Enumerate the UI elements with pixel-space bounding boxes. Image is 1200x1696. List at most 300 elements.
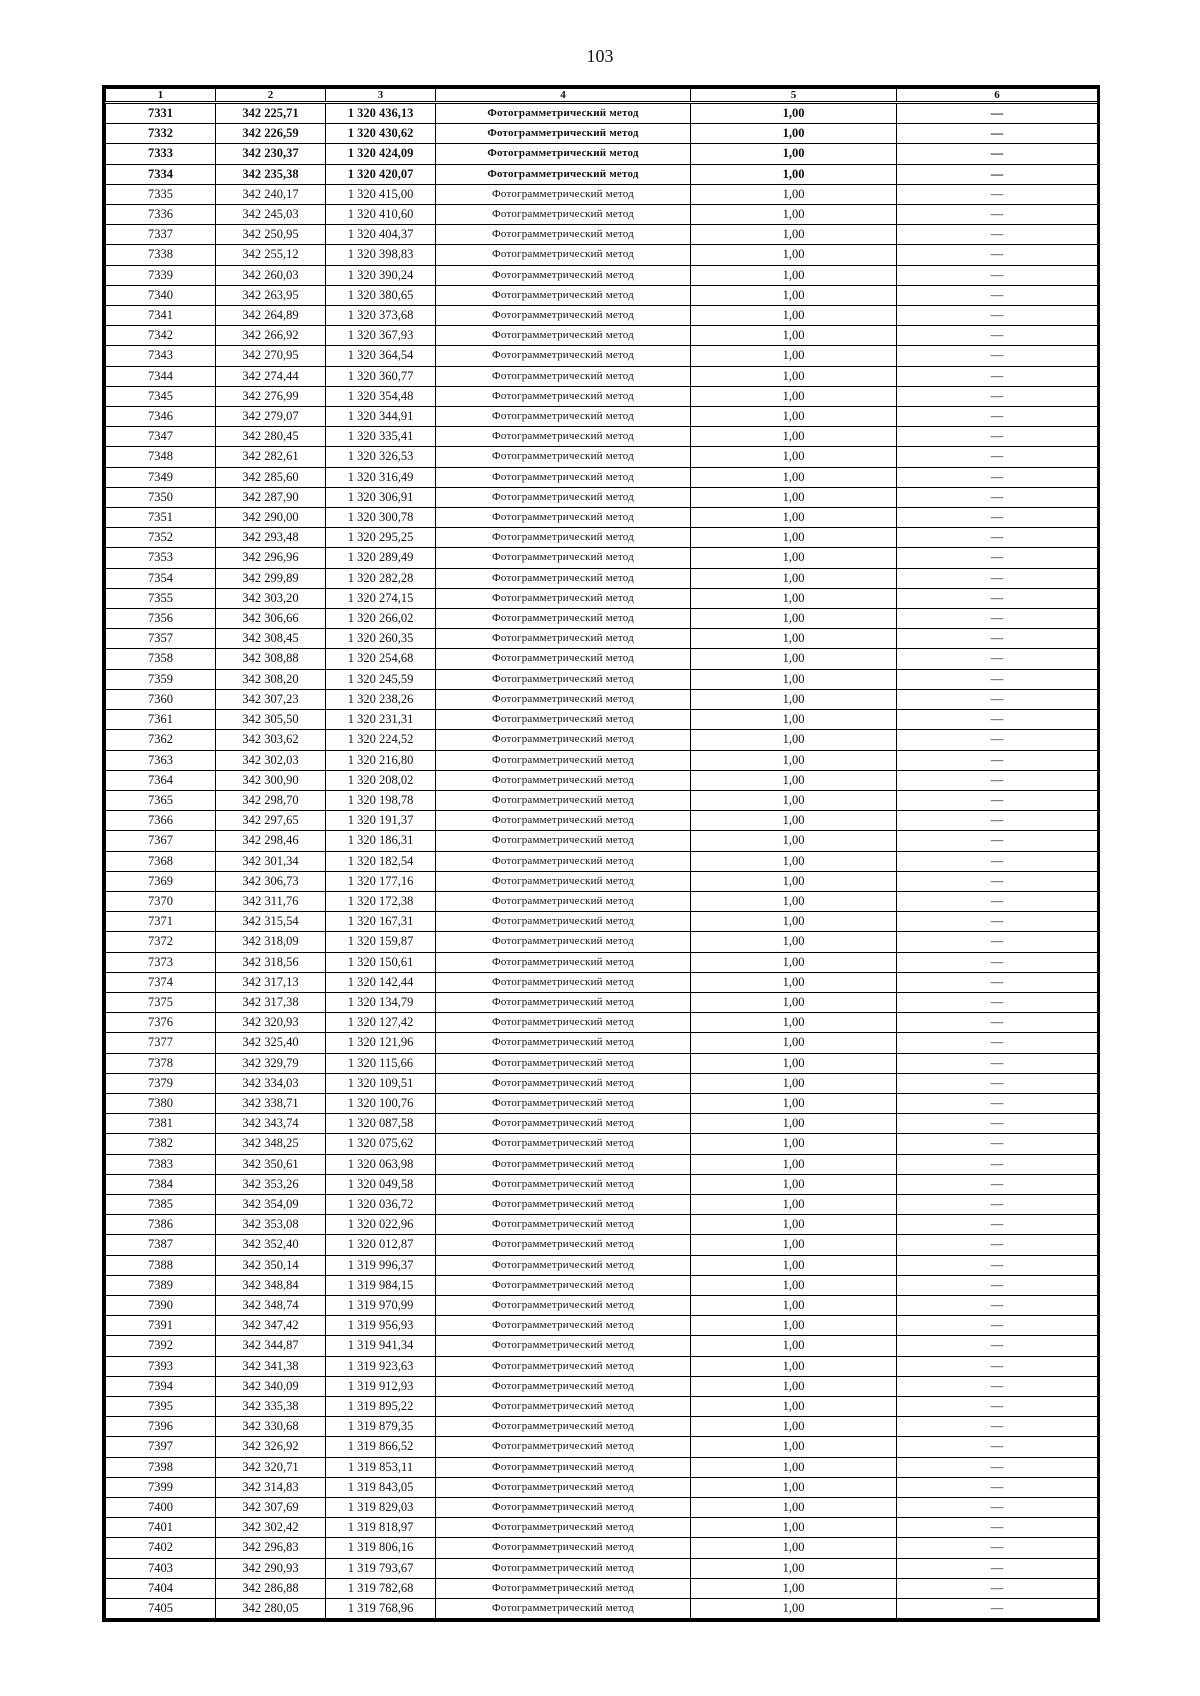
cell-accuracy: 1,00 [691,588,897,608]
cell-note: — [897,1093,1098,1113]
cell-note: — [897,1457,1098,1477]
cell-note: — [897,972,1098,992]
cell-point-number: 7351 [106,508,216,528]
cell-accuracy: 1,00 [691,1215,897,1235]
cell-coord-x: 342 308,45 [216,629,326,649]
cell-coord-y: 1 319 923,63 [326,1356,436,1376]
cell-accuracy: 1,00 [691,366,897,386]
cell-note: — [897,386,1098,406]
cell-accuracy: 1,00 [691,103,897,124]
cell-point-number: 7390 [106,1295,216,1315]
cell-note: — [897,1033,1098,1053]
cell-note: — [897,1558,1098,1578]
cell-note: — [897,1073,1098,1093]
cell-method: Фотограмметрический метод [436,1437,691,1457]
cell-method: Фотограмметрический метод [436,1174,691,1194]
cell-coord-x: 342 298,70 [216,790,326,810]
table-row [106,790,1098,810]
cell-method: Фотограмметрический метод [436,629,691,649]
cell-coord-y: 1 320 063,98 [326,1154,436,1174]
cell-accuracy: 1,00 [691,609,897,629]
cell-accuracy: 1,00 [691,1477,897,1497]
cell-method: Фотограмметрический метод [436,205,691,225]
cell-coord-x: 342 263,95 [216,285,326,305]
cell-coord-x: 342 335,38 [216,1397,326,1417]
table-row [106,972,1098,992]
cell-point-number: 7350 [106,487,216,507]
cell-note: — [897,1397,1098,1417]
cell-note: — [897,770,1098,790]
cell-note: — [897,144,1098,164]
table-row [106,811,1098,831]
cell-note: — [897,1599,1098,1619]
cell-accuracy: 1,00 [691,528,897,548]
table-row [106,912,1098,932]
cell-accuracy: 1,00 [691,1154,897,1174]
cell-accuracy: 1,00 [691,932,897,952]
cell-accuracy: 1,00 [691,245,897,265]
cell-method: Фотограмметрический метод [436,568,691,588]
cell-accuracy: 1,00 [691,811,897,831]
cell-method: Фотограмметрический метод [436,689,691,709]
cell-method: Фотограмметрический метод [436,811,691,831]
cell-method: Фотограмметрический метод [436,669,691,689]
table-row [106,831,1098,851]
cell-note: — [897,1114,1098,1134]
cell-method: Фотограмметрический метод [436,588,691,608]
cell-coord-y: 1 320 186,31 [326,831,436,851]
table-row [106,1033,1098,1053]
cell-coord-y: 1 320 049,58 [326,1174,436,1194]
cell-method: Фотограмметрический метод [436,1356,691,1376]
cell-method: Фотограмметрический метод [436,103,691,124]
cell-coord-y: 1 320 115,66 [326,1053,436,1073]
table-row [106,1053,1098,1073]
cell-accuracy: 1,00 [691,548,897,568]
cell-method: Фотограмметрический метод [436,609,691,629]
cell-method: Фотограмметрический метод [436,1215,691,1235]
table-row [106,1073,1098,1093]
cell-method: Фотограмметрический метод [436,366,691,386]
cell-coord-x: 342 235,38 [216,164,326,184]
table-row [106,528,1098,548]
cell-note: — [897,689,1098,709]
cell-coord-x: 342 302,03 [216,750,326,770]
cell-accuracy: 1,00 [691,1397,897,1417]
cell-coord-x: 342 344,87 [216,1336,326,1356]
table-row [106,407,1098,427]
cell-coord-x: 342 296,96 [216,548,326,568]
cell-note: — [897,912,1098,932]
cell-point-number: 7343 [106,346,216,366]
cell-coord-y: 1 319 806,16 [326,1538,436,1558]
cell-point-number: 7386 [106,1215,216,1235]
cell-point-number: 7332 [106,124,216,144]
cell-method: Фотограмметрический метод [436,871,691,891]
cell-coord-x: 342 350,61 [216,1154,326,1174]
cell-point-number: 7347 [106,427,216,447]
cell-coord-x: 342 334,03 [216,1073,326,1093]
cell-note: — [897,1376,1098,1396]
cell-point-number: 7378 [106,1053,216,1073]
cell-point-number: 7371 [106,912,216,932]
cell-coord-x: 342 320,93 [216,1013,326,1033]
cell-coord-x: 342 300,90 [216,770,326,790]
cell-point-number: 7380 [106,1093,216,1113]
cell-method: Фотограмметрический метод [436,972,691,992]
cell-coord-x: 342 245,03 [216,205,326,225]
table-row [106,1013,1098,1033]
cell-coord-y: 1 320 316,49 [326,467,436,487]
cell-coord-y: 1 319 793,67 [326,1558,436,1578]
cell-coord-y: 1 320 289,49 [326,548,436,568]
cell-coord-x: 342 317,13 [216,972,326,992]
cell-coord-y: 1 320 142,44 [326,972,436,992]
cell-point-number: 7357 [106,629,216,649]
cell-point-number: 7346 [106,407,216,427]
cell-method: Фотограмметрический метод [436,225,691,245]
cell-coord-x: 342 290,93 [216,1558,326,1578]
cell-coord-x: 342 230,37 [216,144,326,164]
cell-coord-y: 1 320 404,37 [326,225,436,245]
cell-coord-y: 1 320 208,02 [326,770,436,790]
cell-coord-y: 1 320 191,37 [326,811,436,831]
cell-accuracy: 1,00 [691,1053,897,1073]
table-row [106,1417,1098,1437]
cell-method: Фотограмметрический метод [436,1255,691,1275]
table-row [106,588,1098,608]
cell-coord-x: 342 282,61 [216,447,326,467]
cell-note: — [897,1437,1098,1457]
cell-coord-y: 1 320 380,65 [326,285,436,305]
cell-accuracy: 1,00 [691,750,897,770]
cell-note: — [897,326,1098,346]
table-row [106,1336,1098,1356]
cell-note: — [897,710,1098,730]
cell-coord-x: 342 306,73 [216,871,326,891]
cell-note: — [897,1275,1098,1295]
cell-note: — [897,103,1098,124]
cell-accuracy: 1,00 [691,306,897,326]
cell-coord-x: 342 285,60 [216,467,326,487]
cell-note: — [897,1356,1098,1376]
cell-coord-y: 1 319 866,52 [326,1437,436,1457]
cell-coord-x: 342 330,68 [216,1417,326,1437]
table-row [106,164,1098,184]
cell-coord-y: 1 320 182,54 [326,851,436,871]
cell-note: — [897,588,1098,608]
cell-coord-x: 342 341,38 [216,1356,326,1376]
cell-accuracy: 1,00 [691,1437,897,1457]
cell-point-number: 7334 [106,164,216,184]
cell-coord-y: 1 319 956,93 [326,1316,436,1336]
cell-point-number: 7385 [106,1194,216,1214]
cell-note: — [897,184,1098,204]
cell-point-number: 7401 [106,1518,216,1538]
cell-point-number: 7381 [106,1114,216,1134]
cell-point-number: 7379 [106,1073,216,1093]
cell-point-number: 7391 [106,1316,216,1336]
cell-method: Фотограмметрический метод [436,1033,691,1053]
table-row [106,225,1098,245]
cell-note: — [897,124,1098,144]
cell-coord-y: 1 320 344,91 [326,407,436,427]
cell-method: Фотограмметрический метод [436,1336,691,1356]
cell-accuracy: 1,00 [691,508,897,528]
cell-coord-x: 342 279,07 [216,407,326,427]
cell-point-number: 7333 [106,144,216,164]
cell-accuracy: 1,00 [691,144,897,164]
cell-coord-y: 1 319 768,96 [326,1599,436,1619]
cell-note: — [897,205,1098,225]
cell-accuracy: 1,00 [691,730,897,750]
cell-coord-y: 1 320 373,68 [326,306,436,326]
cell-note: — [897,528,1098,548]
cell-point-number: 7388 [106,1255,216,1275]
cell-method: Фотограмметрический метод [436,992,691,1012]
header-col-6: 6 [897,89,1098,103]
cell-method: Фотограмметрический метод [436,1477,691,1497]
cell-coord-y: 1 319 829,03 [326,1498,436,1518]
cell-coord-y: 1 320 022,96 [326,1215,436,1235]
cell-accuracy: 1,00 [691,972,897,992]
cell-accuracy: 1,00 [691,285,897,305]
cell-note: — [897,1255,1098,1275]
cell-coord-x: 342 338,71 [216,1093,326,1113]
cell-method: Фотограмметрический метод [436,730,691,750]
cell-coord-y: 1 320 177,16 [326,871,436,891]
cell-method: Фотограмметрический метод [436,1457,691,1477]
cell-accuracy: 1,00 [691,124,897,144]
cell-method: Фотограмметрический метод [436,1376,691,1396]
cell-point-number: 7362 [106,730,216,750]
table-row [106,851,1098,871]
cell-coord-x: 342 299,89 [216,568,326,588]
cell-coord-x: 342 348,84 [216,1275,326,1295]
cell-coord-y: 1 320 087,58 [326,1114,436,1134]
header-col-5: 5 [691,89,897,103]
cell-coord-y: 1 320 415,00 [326,184,436,204]
cell-method: Фотограмметрический метод [436,346,691,366]
cell-coord-x: 342 301,34 [216,851,326,871]
table-row [106,1599,1098,1619]
cell-point-number: 7355 [106,588,216,608]
table-row [106,346,1098,366]
cell-coord-y: 1 320 390,24 [326,265,436,285]
cell-coord-x: 342 296,83 [216,1538,326,1558]
cell-coord-x: 342 270,95 [216,346,326,366]
cell-point-number: 7353 [106,548,216,568]
table-row [106,1174,1098,1194]
cell-accuracy: 1,00 [691,831,897,851]
cell-accuracy: 1,00 [691,1498,897,1518]
cell-method: Фотограмметрический метод [436,1578,691,1598]
cell-coord-x: 342 240,17 [216,184,326,204]
table-row [106,184,1098,204]
cell-note: — [897,831,1098,851]
cell-method: Фотограмметрический метод [436,1114,691,1134]
cell-method: Фотограмметрический метод [436,770,691,790]
cell-note: — [897,568,1098,588]
cell-point-number: 7396 [106,1417,216,1437]
cell-point-number: 7349 [106,467,216,487]
cell-accuracy: 1,00 [691,1235,897,1255]
cell-accuracy: 1,00 [691,1518,897,1538]
cell-point-number: 7344 [106,366,216,386]
cell-point-number: 7338 [106,245,216,265]
table-row [106,1114,1098,1134]
cell-method: Фотограмметрический метод [436,508,691,528]
cell-point-number: 7402 [106,1538,216,1558]
cell-coord-x: 342 264,89 [216,306,326,326]
table-row [106,1235,1098,1255]
cell-accuracy: 1,00 [691,1417,897,1437]
cell-coord-y: 1 319 879,35 [326,1417,436,1437]
cell-method: Фотограмметрический метод [436,1538,691,1558]
cell-accuracy: 1,00 [691,1194,897,1214]
cell-accuracy: 1,00 [691,265,897,285]
table-row [106,205,1098,225]
cell-method: Фотограмметрический метод [436,265,691,285]
cell-coord-x: 342 286,88 [216,1578,326,1598]
table-row [106,467,1098,487]
cell-accuracy: 1,00 [691,952,897,972]
header-col-1: 1 [106,89,216,103]
cell-coord-x: 342 308,20 [216,669,326,689]
table-row [106,871,1098,891]
cell-accuracy: 1,00 [691,1114,897,1134]
table-row [106,1538,1098,1558]
cell-note: — [897,164,1098,184]
cell-accuracy: 1,00 [691,1356,897,1376]
cell-coord-y: 1 320 172,38 [326,891,436,911]
cell-coord-y: 1 320 398,83 [326,245,436,265]
cell-coord-y: 1 320 436,13 [326,103,436,124]
cell-note: — [897,1053,1098,1073]
cell-point-number: 7341 [106,306,216,326]
cell-coord-y: 1 320 335,41 [326,427,436,447]
cell-method: Фотограмметрический метод [436,891,691,911]
cell-point-number: 7363 [106,750,216,770]
cell-method: Фотограмметрический метод [436,710,691,730]
cell-coord-y: 1 320 150,61 [326,952,436,972]
cell-accuracy: 1,00 [691,205,897,225]
cell-point-number: 7397 [106,1437,216,1457]
cell-point-number: 7352 [106,528,216,548]
cell-method: Фотограмметрический метод [436,164,691,184]
cell-method: Фотограмметрический метод [436,1093,691,1113]
cell-method: Фотограмметрический метод [436,1275,691,1295]
cell-point-number: 7376 [106,1013,216,1033]
cell-coord-x: 342 298,46 [216,831,326,851]
cell-note: — [897,548,1098,568]
table-row [106,1295,1098,1315]
cell-coord-x: 342 353,08 [216,1215,326,1235]
cell-accuracy: 1,00 [691,1093,897,1113]
cell-note: — [897,629,1098,649]
cell-note: — [897,1235,1098,1255]
cell-accuracy: 1,00 [691,184,897,204]
cell-coord-y: 1 320 231,31 [326,710,436,730]
cell-point-number: 7405 [106,1599,216,1619]
cell-point-number: 7356 [106,609,216,629]
cell-note: — [897,508,1098,528]
cell-accuracy: 1,00 [691,467,897,487]
cell-note: — [897,1518,1098,1538]
cell-method: Фотограмметрический метод [436,1417,691,1437]
table-row [106,1093,1098,1113]
cell-point-number: 7339 [106,265,216,285]
cell-method: Фотограмметрический метод [436,245,691,265]
table-row [106,285,1098,305]
table-row [106,1194,1098,1214]
cell-method: Фотограмметрический метод [436,851,691,871]
cell-coord-x: 342 297,65 [216,811,326,831]
coordinates-table-frame [102,85,1100,1622]
cell-note: — [897,952,1098,972]
table-row [106,649,1098,669]
table-row [106,427,1098,447]
cell-method: Фотограмметрический метод [436,407,691,427]
table-row [106,103,1098,124]
cell-method: Фотограмметрический метод [436,1295,691,1315]
cell-note: — [897,487,1098,507]
cell-method: Фотограмметрический метод [436,1134,691,1154]
table-row [106,1558,1098,1578]
table-row [106,144,1098,164]
table-row [106,1457,1098,1477]
header-row [106,89,1098,103]
cell-coord-y: 1 319 853,11 [326,1457,436,1477]
table-row [106,1134,1098,1154]
cell-coord-y: 1 320 354,48 [326,386,436,406]
cell-coord-x: 342 266,92 [216,326,326,346]
cell-accuracy: 1,00 [691,669,897,689]
cell-accuracy: 1,00 [691,1033,897,1053]
cell-coord-x: 342 293,48 [216,528,326,548]
table-row [106,1376,1098,1396]
cell-coord-y: 1 320 300,78 [326,508,436,528]
cell-note: — [897,750,1098,770]
table-row [106,1215,1098,1235]
coordinates-table [105,88,1098,1619]
cell-method: Фотограмметрический метод [436,1518,691,1538]
cell-coord-y: 1 320 245,59 [326,669,436,689]
cell-note: — [897,1316,1098,1336]
cell-coord-y: 1 320 012,87 [326,1235,436,1255]
table-row [106,992,1098,1012]
cell-accuracy: 1,00 [691,1134,897,1154]
cell-point-number: 7373 [106,952,216,972]
table-row [106,770,1098,790]
cell-coord-x: 342 348,74 [216,1295,326,1315]
cell-coord-x: 342 325,40 [216,1033,326,1053]
table-row [106,1275,1098,1295]
table-row [106,548,1098,568]
cell-accuracy: 1,00 [691,649,897,669]
cell-method: Фотограмметрический метод [436,1498,691,1518]
cell-coord-y: 1 320 198,78 [326,790,436,810]
table-row [106,1154,1098,1174]
page-number: 103 [586,46,614,66]
cell-coord-x: 342 307,69 [216,1498,326,1518]
cell-note: — [897,811,1098,831]
cell-coord-y: 1 320 224,52 [326,730,436,750]
cell-point-number: 7340 [106,285,216,305]
cell-accuracy: 1,00 [691,710,897,730]
cell-point-number: 7377 [106,1033,216,1053]
cell-method: Фотограмметрический метод [436,1558,691,1578]
